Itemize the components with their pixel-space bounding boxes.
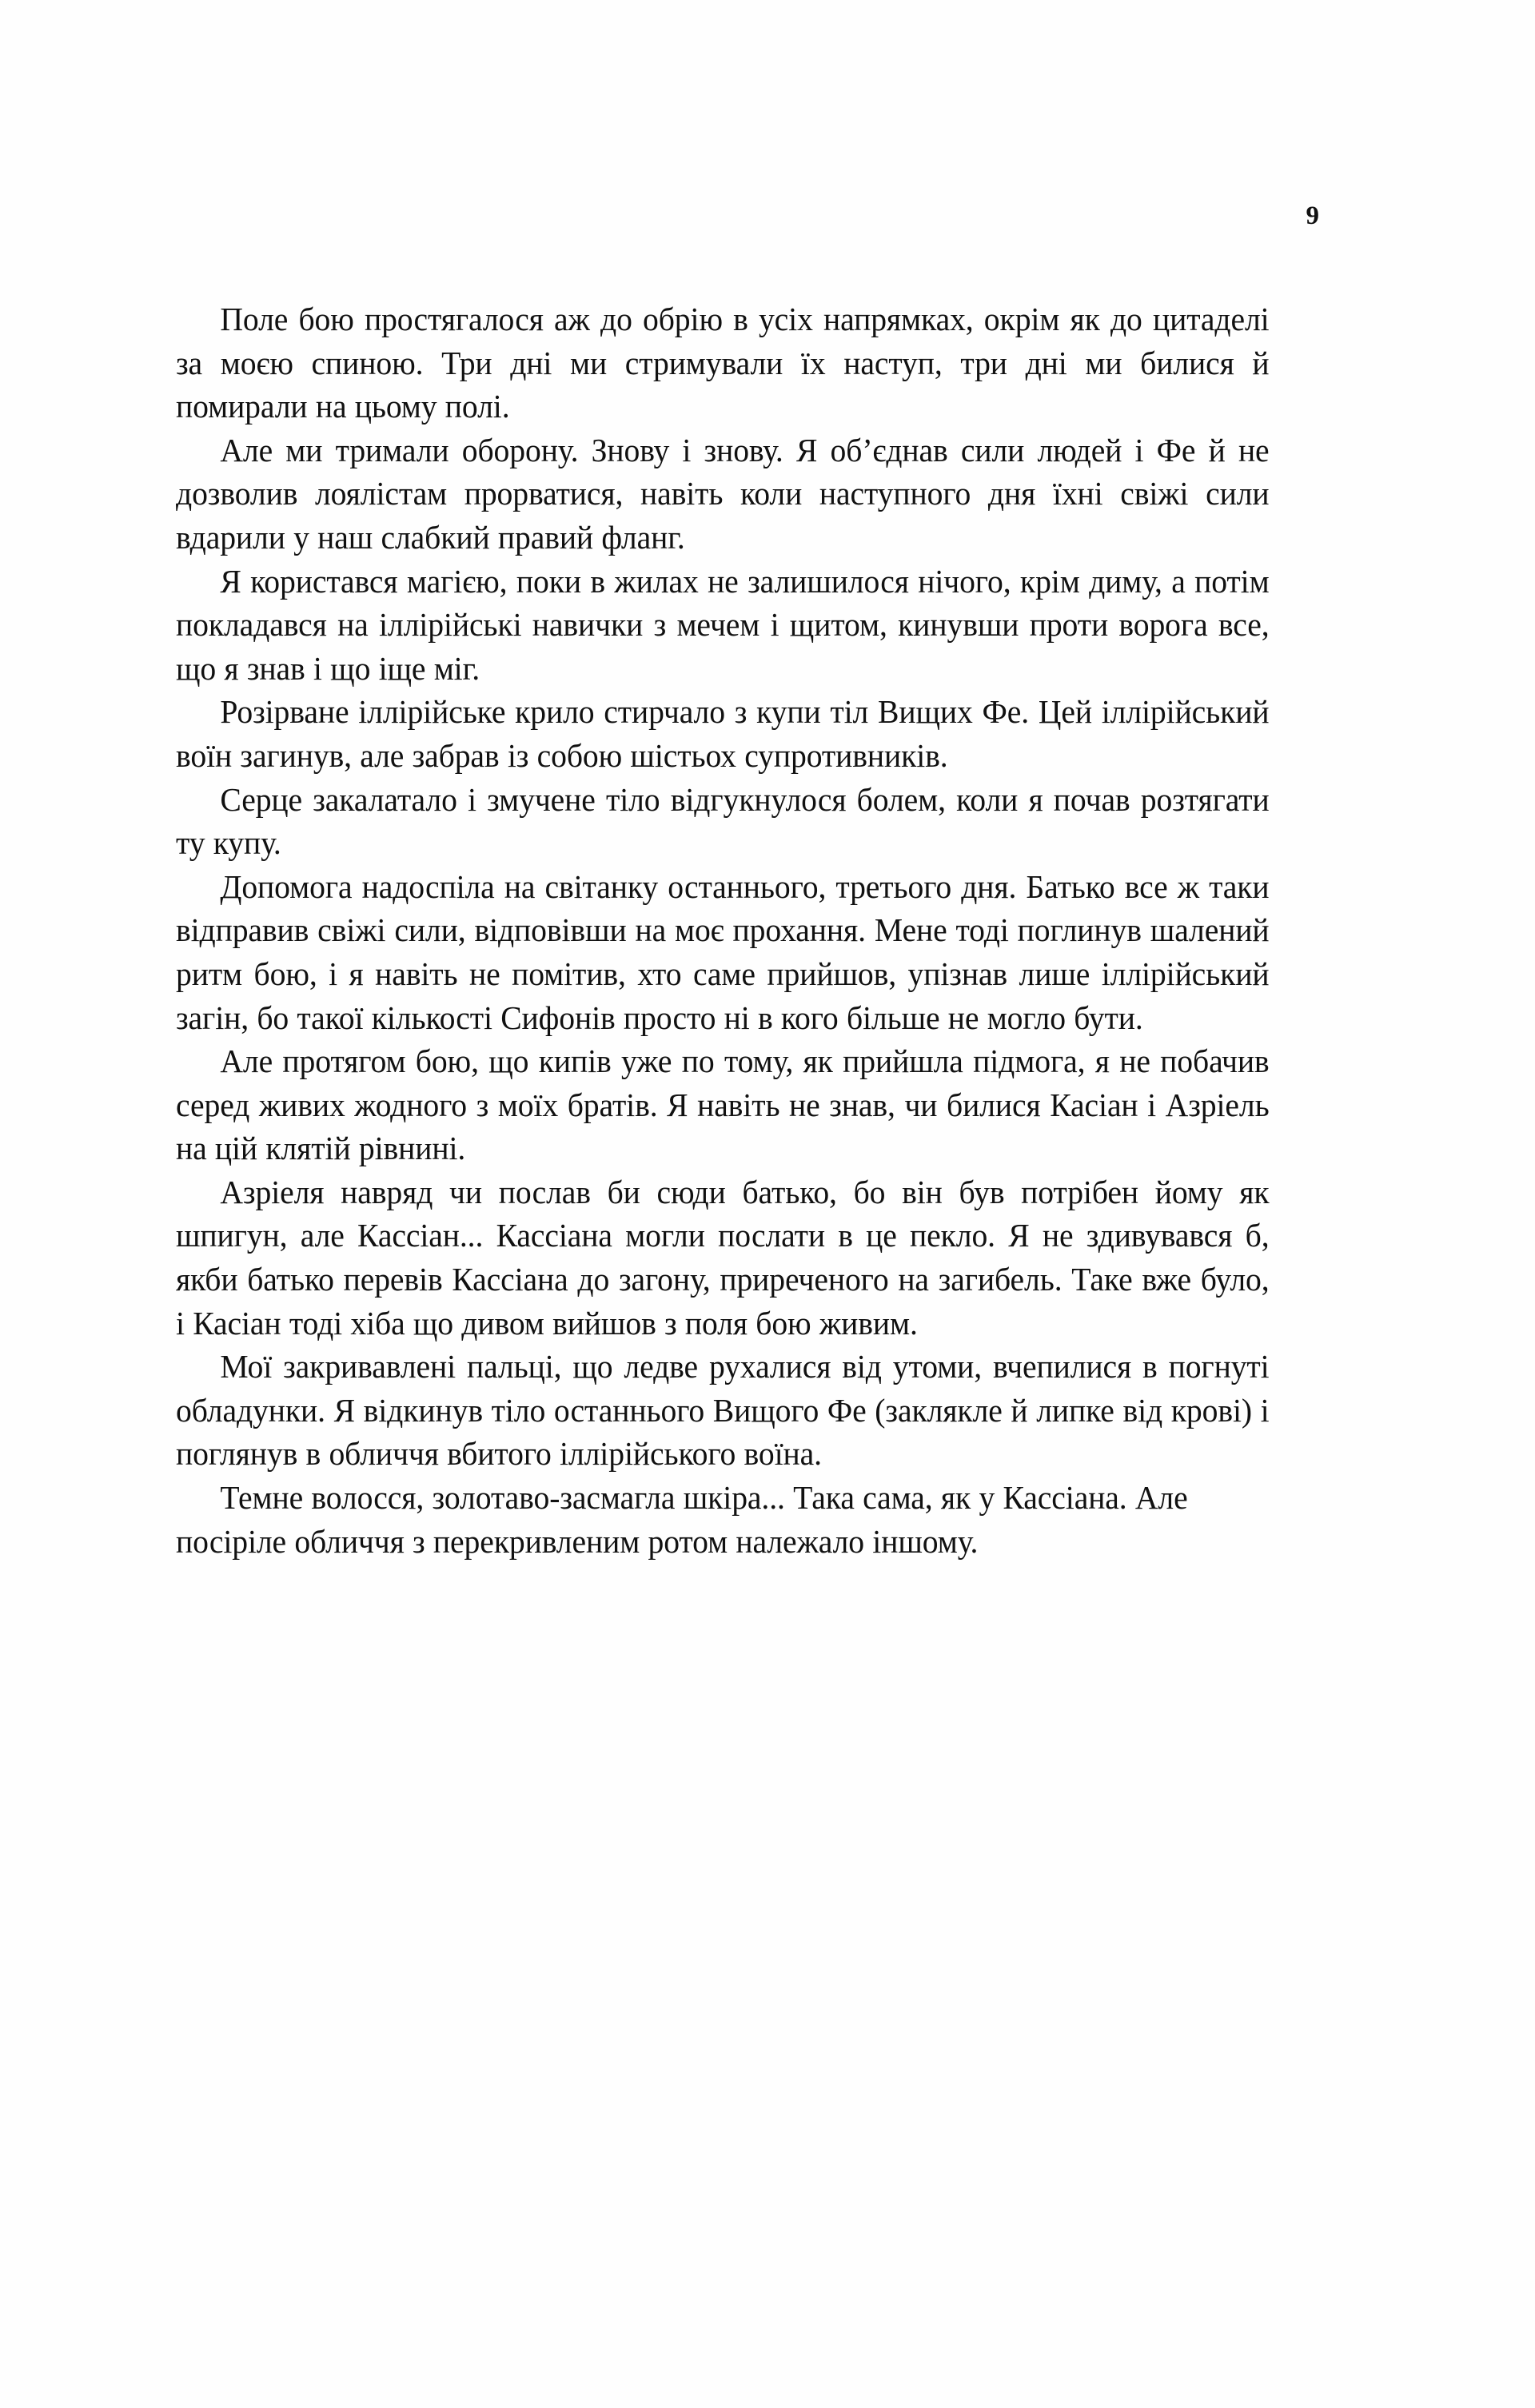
paragraph: Я користався магією, поки в жилах не залишилося нічого, крім диму, а потім покладався на іллірійські навички з мечем і щитом, кинувши проти ворога все, що я знав і що іще міг. — [176, 562, 1270, 687]
paragraph: Але протягом бою, що кипів уже по тому, як прийшла підмога, я не побачив серед живих жодного з моїх братів. Я навіть не знав, чи билися Касіан і Азріель на цій клятій рівнині. — [176, 1043, 1270, 1167]
paragraph: Допомога надоспіла на світанку останнього, третього дня. Батько все ж таки відправив свіжі сили, відповівши на моє прохання. Мене тоді поглинув шалений ритм бою, і я навіть не помітив, хто саме прийшов, упізнав лише іллірійський загін, бо такої кількості Сифонів просто ні в кого більше не могло бути. — [176, 867, 1270, 1036]
body-text-block — [176, 297, 1321, 1563]
paragraph: Темне волосся, золотаво-засмагла шкіра... Така сама, як у Кассіана. Але посіріле обличчя з перекривленим ротом належало іншому. — [176, 1479, 1188, 1560]
folio-row — [176, 203, 1319, 229]
page-number: 9 — [1306, 201, 1319, 230]
paragraph: Поле бою простягалося аж до обрію в усіх напрямках, окрім як до цитаделі за моєю спиною. Три дні ми стримували їх наступ, три дні ми билися й помирали на цьому полі. — [176, 301, 1270, 425]
paragraph: Але ми тримали оборону. Знову і знову. Я об’єднав сили людей і Фе й не дозволив лоялістам прорватися, навіть коли наступного дня їхні свіжі сили вдарили у наш слабкий правий фланг. — [176, 431, 1270, 556]
paragraph: Серце закалатало і змучене тіло відгукнулося болем, коли я почав розтягати ту купу. — [176, 780, 1270, 862]
paragraph: Азріеля навряд чи послав би сюди батько, бо він був потрібен йому як шпигун, але Кассіан... Кассіана могли послати в це пекло. Я не здивувався б, якби батько перевів Кассіана до загону, приреченого на загибель. Таке вже було, і Касіан тоді хіба що дивом вийшов з поля бою живим. — [176, 1173, 1270, 1342]
paragraph: Розірване іллірійське крило стирчало з купи тіл Вищих Фе. Цей іллірійський воїн загинув, але забрав із собою шістьох супротивників. — [176, 693, 1270, 774]
paragraph: Мої закривавлені пальці, що ледве рухалися від утоми, вчепилися в погнуті обладунки. Я відкинув тіло останнього Вищого Фе (заклякле й липке від крові) і поглянув в обличчя вбитого іллірійського воїна. — [176, 1348, 1270, 1473]
